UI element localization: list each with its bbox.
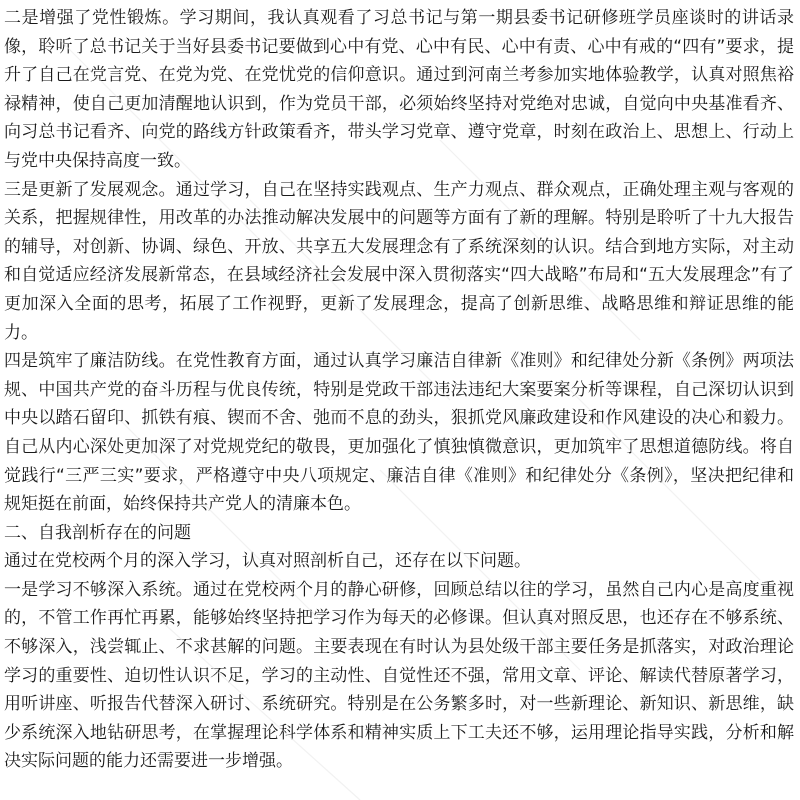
paragraph-development-concept: 三是更新了发展观念。通过学习，自己在坚持实践观点、生产力观点、群众观点，正确处理主观与客观的关系，把握规律性，用改革的办法推动解决发展中的问题等方面有了新的理解。特别是聆听了十九大报告的辅导，对创新、协调、绿色、开放、共享五大发展理念有了系统深刻的认识。结合到地方实际，对主动和自觉适应经济发展新常态，在县域经济社会发展中深入贯彻落实“四大战略”布局和“五大发展理念”有了更加深入全面的思考，拓展了工作视野，更新了发展理念，提高了创新思维、战略思维和辩证思维的能力。 bbox=[4, 179, 794, 343]
paragraph-integrity: 四是筑牢了廉洁防线。在党性教育方面，通过认真学习廉洁自律新《准则》和纪律处分新《条例》两项法规、中国共产党的奋斗历程与优良传统，特别是党政干部违法违纪大案要案分析等课程，自己深切认识到中央以踏石留印、抓铁有痕、锲而不舍、弛而不息的劲头，狠抓党风廉政建设和作风建设的决心和毅力。自己从内心深处更加深了对党规党纪的敬畏，更加强化了慎独慎微意识，更加筑牢了思想道德防线。将自觉践行“三严三实”要求，严格遵守中央八项规定、廉洁自律《准则》和纪律处分《条例》，坚决把纪律和规矩挺在前面，始终保持共产党人的清廉本色。 bbox=[4, 351, 794, 515]
paragraph-study-issue: 一是学习不够深入系统。通过在党校两个月的静心研修，回顾总结以往的学习，虽然自己内心是高度重视的，不管工作再忙再累，能够始终坚持把学习作为每天的必修课。但认真对照反思，也还存在不够系统、不够深入，浅尝辄止、不求甚解的问题。主要表现在有时认为县处级干部主要任务是抓落实，对政治理论学习的重要性、迫切性认识不足，学习的主动性、自觉性还不强，常用文章、评论、解读代替原著学习，用听讲座、听报告代替深入研讨、系统研究。特别是在公务繁多时，对一些新理论、新知识、新思维，缺少系统深入地钻研思考，在掌握理论科学体系和精神实质上下工夫还不够，运用理论指导实践，分析和解决实际问题的能力还需要进一步增强。 bbox=[4, 579, 794, 772]
document-body bbox=[4, 4, 794, 776]
paragraph-party-spirit: 二是增强了党性锻炼。学习期间，我认真观看了习总书记与第一期县委书记研修班学员座谈时的讲话录像，聆听了总书记关于当好县委书记要做到心中有党、心中有民、心中有责、心中有戒的“四有”要求，提升了自己在党言党、在党为党、在党忧党的信仰意识。通过到河南兰考参加实地体验教学，认真对照焦裕禄精神，使自己更加清醒地认识到，作为党员干部，必须始终坚持对党绝对忠诚，自觉向中央基准看齐、向习总书记看齐、向党的路线方针政策看齐，带头学习党章、遵守党章，时刻在政治上、思想上、行动上与党中央保持高度一致。 bbox=[4, 8, 794, 171]
section-heading: 二、自我剖析存在的问题 bbox=[4, 522, 191, 543]
paragraph-intro: 通过在党校两个月的深入学习，认真对照剖析自己，还存在以下问题。 bbox=[4, 551, 531, 572]
